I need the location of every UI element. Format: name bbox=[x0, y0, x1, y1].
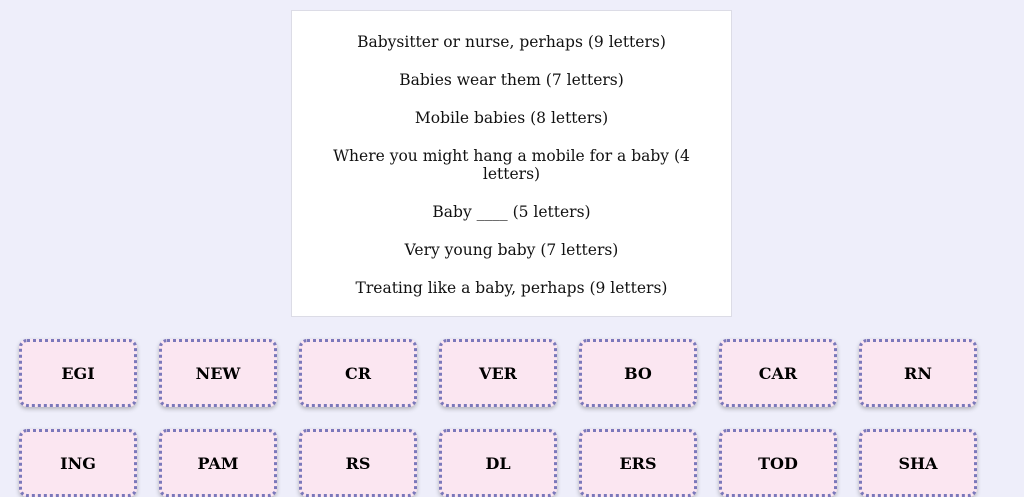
letter-tile[interactable]: RS bbox=[299, 429, 417, 497]
clue: Baby ____ (5 letters) bbox=[432, 203, 591, 221]
letter-tile[interactable]: PAM bbox=[159, 429, 277, 497]
letter-tile[interactable]: NEW bbox=[159, 339, 277, 407]
letter-tile[interactable]: RN bbox=[859, 339, 977, 407]
letter-tile[interactable]: CR bbox=[299, 339, 417, 407]
clue-list bbox=[291, 10, 732, 317]
letter-tile[interactable]: EGI bbox=[19, 339, 137, 407]
clue: Treating like a baby, perhaps (9 letters) bbox=[355, 279, 668, 297]
letter-tile[interactable]: ERS bbox=[579, 429, 697, 497]
letter-tile[interactable]: BO bbox=[579, 339, 697, 407]
letter-tile[interactable]: ING bbox=[19, 429, 137, 497]
letter-tile[interactable]: VER bbox=[439, 339, 557, 407]
letter-tile[interactable]: CAR bbox=[719, 339, 837, 407]
letter-tile[interactable]: DL bbox=[439, 429, 557, 497]
letter-tile[interactable]: TOD bbox=[719, 429, 837, 497]
clue: Babies wear them (7 letters) bbox=[399, 71, 624, 89]
clue: Where you might hang a mobile for a baby (4 letters) bbox=[333, 147, 690, 183]
letter-tile[interactable]: SHA bbox=[859, 429, 977, 497]
clue: Babysitter or nurse, perhaps (9 letters) bbox=[357, 33, 666, 51]
clue: Mobile babies (8 letters) bbox=[414, 109, 609, 127]
clue: Very young baby (7 letters) bbox=[404, 241, 619, 259]
